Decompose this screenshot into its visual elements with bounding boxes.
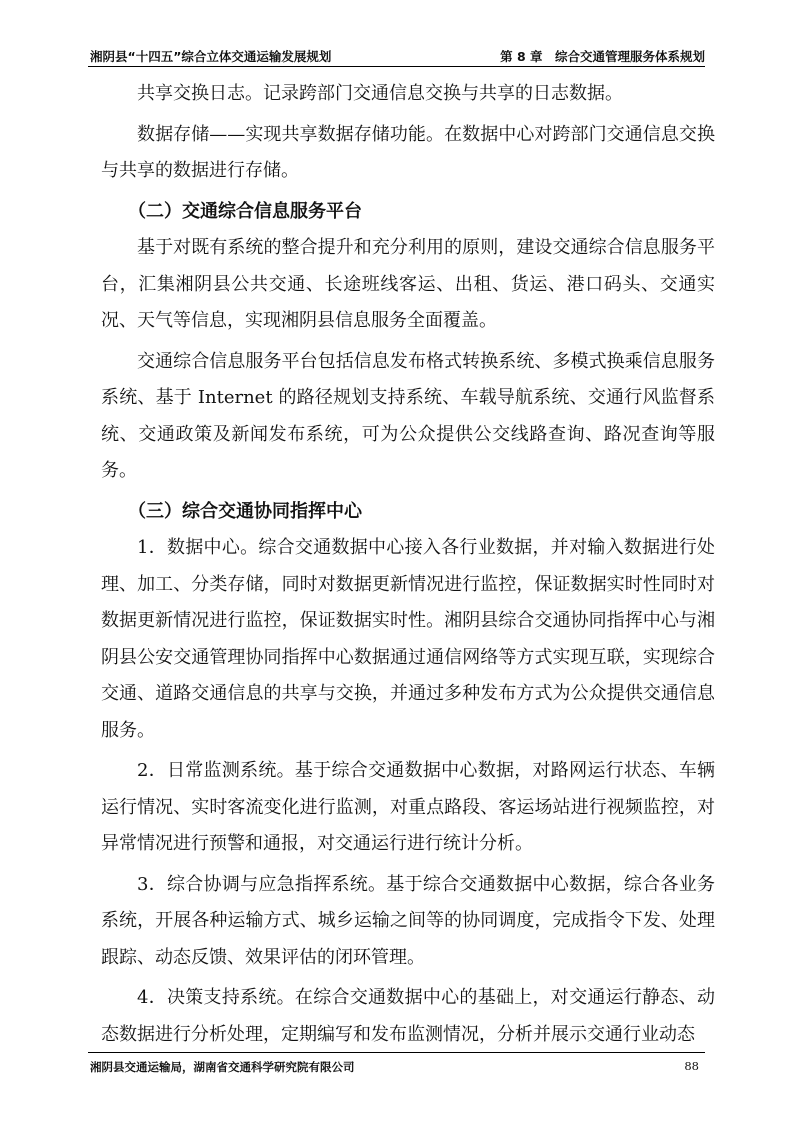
paragraph-monitoring-system: 2．日常监测系统。基于综合交通数据中心数据，对路网运行状态、车辆运行情况、实时客流变化进行监测，对重点路段、客运场站进行视频监控，对异常情况进行预警和通报，对交通运行进行统计分析。 — [101, 760, 715, 854]
section-heading-command-center: （三）综合交通协同指挥中心 — [128, 500, 362, 522]
header-document-title: 湘阴县“十四五”综合立体交通运输发展规划 — [90, 49, 332, 64]
page-footer — [88, 1052, 705, 1075]
header-chapter-title: 第 8 章 综合交通管理服务体系规划 — [500, 49, 705, 64]
footer-organizations: 湘阴县交通运输局，湖南省交通科学研究院有限公司 — [90, 1060, 355, 1074]
page-number: 88 — [684, 1059, 699, 1073]
paragraph-sharing-log: 共享交换日志。记录跨部门交通信息交换与共享的日志数据。 — [137, 83, 623, 104]
section-heading-info-service-platform: （二）交通综合信息服务平台 — [128, 200, 362, 222]
page-header — [88, 44, 705, 67]
paragraph-data-storage: 数据存储——实现共享数据存储功能。在数据中心对跨部门交通信息交换与共享的数据进行存储。 — [101, 123, 715, 181]
paragraph-platform-systems: 交通综合信息服务平台包括信息发布格式转换系统、多模式换乘信息服务系统、基于 Internet 的路径规划支持系统、车载导航系统、交通行风监督系统、交通政策及新闻发布系统，可为公众提供公交线路查询、路况查询等服务。 — [101, 350, 715, 481]
page-body — [101, 76, 715, 1053]
paragraph-emergency-command: 3．综合协调与应急指挥系统。基于综合交通数据中心数据，综合各业务系统，开展各种运输方式、城乡运输之间等的协同调度，完成指令下发、处理跟踪、动态反馈、效果评估的闭环管理。 — [101, 873, 715, 968]
paragraph-platform-intro: 基于对既有系统的整合提升和充分利用的原则，建设交通综合信息服务平台，汇集湘阴县公共交通、长途班线客运、出租、货运、港口码头、交通实况、天气等信息，实现湘阴县信息服务全面覆盖。 — [101, 237, 715, 331]
paragraph-decision-support: 4．决策支持系统。在综合交通数据中心的基础上，对交通运行静态、动态数据进行分析处理，定期编写和发布监测情况，分析并展示交通行业动态 — [101, 987, 715, 1045]
paragraph-data-center: 1．数据中心。综合交通数据中心接入各行业数据，并对输入数据进行处理、加工、分类存储，同时对数据更新情况进行监控，保证数据实时性同时对数据更新情况进行监控，保证数据实时性。湘阴县综合交通协同指挥中心与湘阴县公安交通管理协同指挥中心数据通过通信网络等方式实现互联，实现综合交通、道路交通信息的共享与交换，并通过多种发布方式为公众提供交通信息服务。 — [101, 537, 715, 741]
